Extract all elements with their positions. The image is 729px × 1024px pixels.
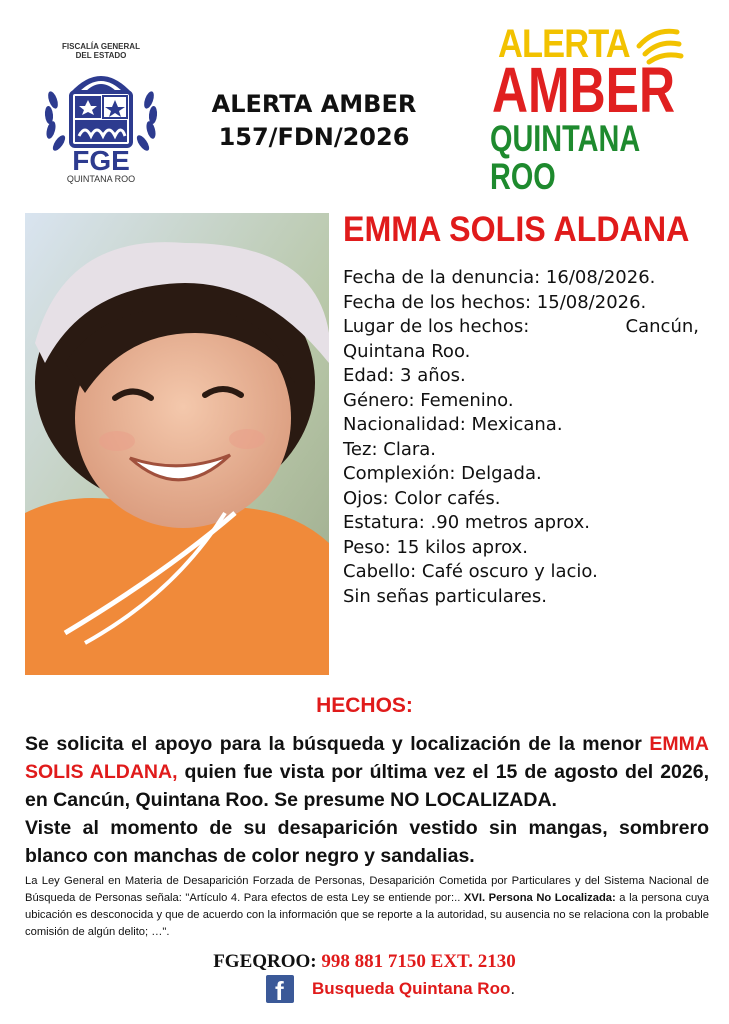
legal-text-bold: XVI. Persona No Localizada: — [463, 892, 616, 904]
hechos-p1-name: EMMA SOLIS ALDANA, — [25, 733, 709, 783]
title-line2: 157/FDN/2026 — [218, 123, 410, 151]
facebook-page-name[interactable]: Busqueda Quintana Roo — [312, 979, 511, 998]
hechos-p1-text-b: quien fue vista por última vez el 15 de agosto del 2026, en Cancún, Quintana Roo. Se presume NO LOCALIZADA. — [25, 761, 709, 811]
page-title — [196, 88, 432, 154]
detail-complexion: Complexión: Delgada. — [343, 463, 542, 484]
detail-peso: Peso: 15 kilos aprox. — [343, 536, 528, 558]
detail-fecha-hechos: Fecha de los hechos: 15/08/2026. — [343, 291, 647, 313]
hechos-paragraph-2: Viste al momento de su desaparición vestido sin mangas, sombrero blanco con manchas de color negro y sandalias. — [25, 817, 709, 867]
hechos-heading: HECHOS: — [316, 694, 413, 717]
facebook-row — [266, 974, 515, 1004]
missing-child-photo — [25, 213, 329, 675]
detail-cabello: Cabello: Café oscuro y lacio. — [343, 561, 598, 582]
detail-fecha-denuncia: Fecha de la denuncia: 16/08/2026. — [343, 267, 656, 288]
amber-logo-line3: QUINTANA ROO — [490, 118, 640, 197]
hechos-paragraph-1 — [25, 730, 709, 814]
detail-tez: Tez: Clara. — [343, 438, 436, 460]
detail-lugar-state: Quintana Roo. — [343, 340, 471, 362]
detail-lugar — [343, 315, 699, 340]
legal-text-a: La Ley General en Materia de Desaparición Forzada de Personas, Desaparición Cometida por Particulares y del Sistema Nacional de Búsqueda de Personas señala: "Artículo 4. Para efectos de esta Ley se entiende por:.. — [25, 875, 709, 904]
fge-letters: FGE — [72, 145, 130, 172]
fge-logo-top-text — [38, 42, 164, 60]
fge-logo-line1: FISCALÍA GENERAL — [62, 42, 140, 51]
detail-lugar-city: Cancún, — [625, 316, 699, 337]
fge-logo — [38, 42, 164, 188]
hechos-p1-text-a: Se solicita el apoyo para la búsqueda y localización de la menor — [25, 733, 650, 755]
detail-ojos: Ojos: Color cafés. — [343, 487, 501, 509]
facebook-icon[interactable]: f — [266, 975, 294, 1003]
missing-person-name: EMMA SOLIS ALDANA — [343, 210, 690, 249]
detail-lugar-label: Lugar de los hechos: — [343, 316, 530, 337]
detail-edad: Edad: 3 años. — [343, 365, 466, 386]
alerta-amber-logo — [488, 22, 688, 197]
title-line1: ALERTA AMBER — [211, 90, 417, 118]
contact-line — [0, 951, 729, 973]
fge-logo-line2: DEL ESTADO — [75, 51, 127, 60]
detail-nacionalidad: Nacionalidad: Mexicana. — [343, 414, 563, 435]
amber-logo-line1: ALERTA — [498, 22, 630, 66]
hechos-body — [25, 730, 709, 870]
fge-logo-bottom-text: QUINTANA ROO — [66, 174, 136, 184]
facebook-page-dot: . — [510, 979, 516, 998]
legal-text-c: a la persona cuya ubicación es desconocida y que de acuerdo con la información que se reporte a la autoridad, su ausencia no se relaciona con la probable comisión de algún delito; …". — [25, 892, 709, 938]
contact-phone[interactable]: 998 881 7150 EXT. 2130 — [316, 951, 516, 972]
legal-text — [25, 873, 709, 941]
detail-estatura: Estatura: .90 metros aprox. — [343, 512, 590, 533]
person-details — [343, 266, 703, 609]
detail-genero: Género: Femenino. — [343, 389, 514, 411]
detail-senas: Sin señas particulares. — [343, 585, 547, 607]
amber-logo-line2: AMBER — [492, 54, 676, 126]
fge-emblem — [41, 60, 161, 172]
contact-org: FGEQROO: — [213, 951, 317, 972]
